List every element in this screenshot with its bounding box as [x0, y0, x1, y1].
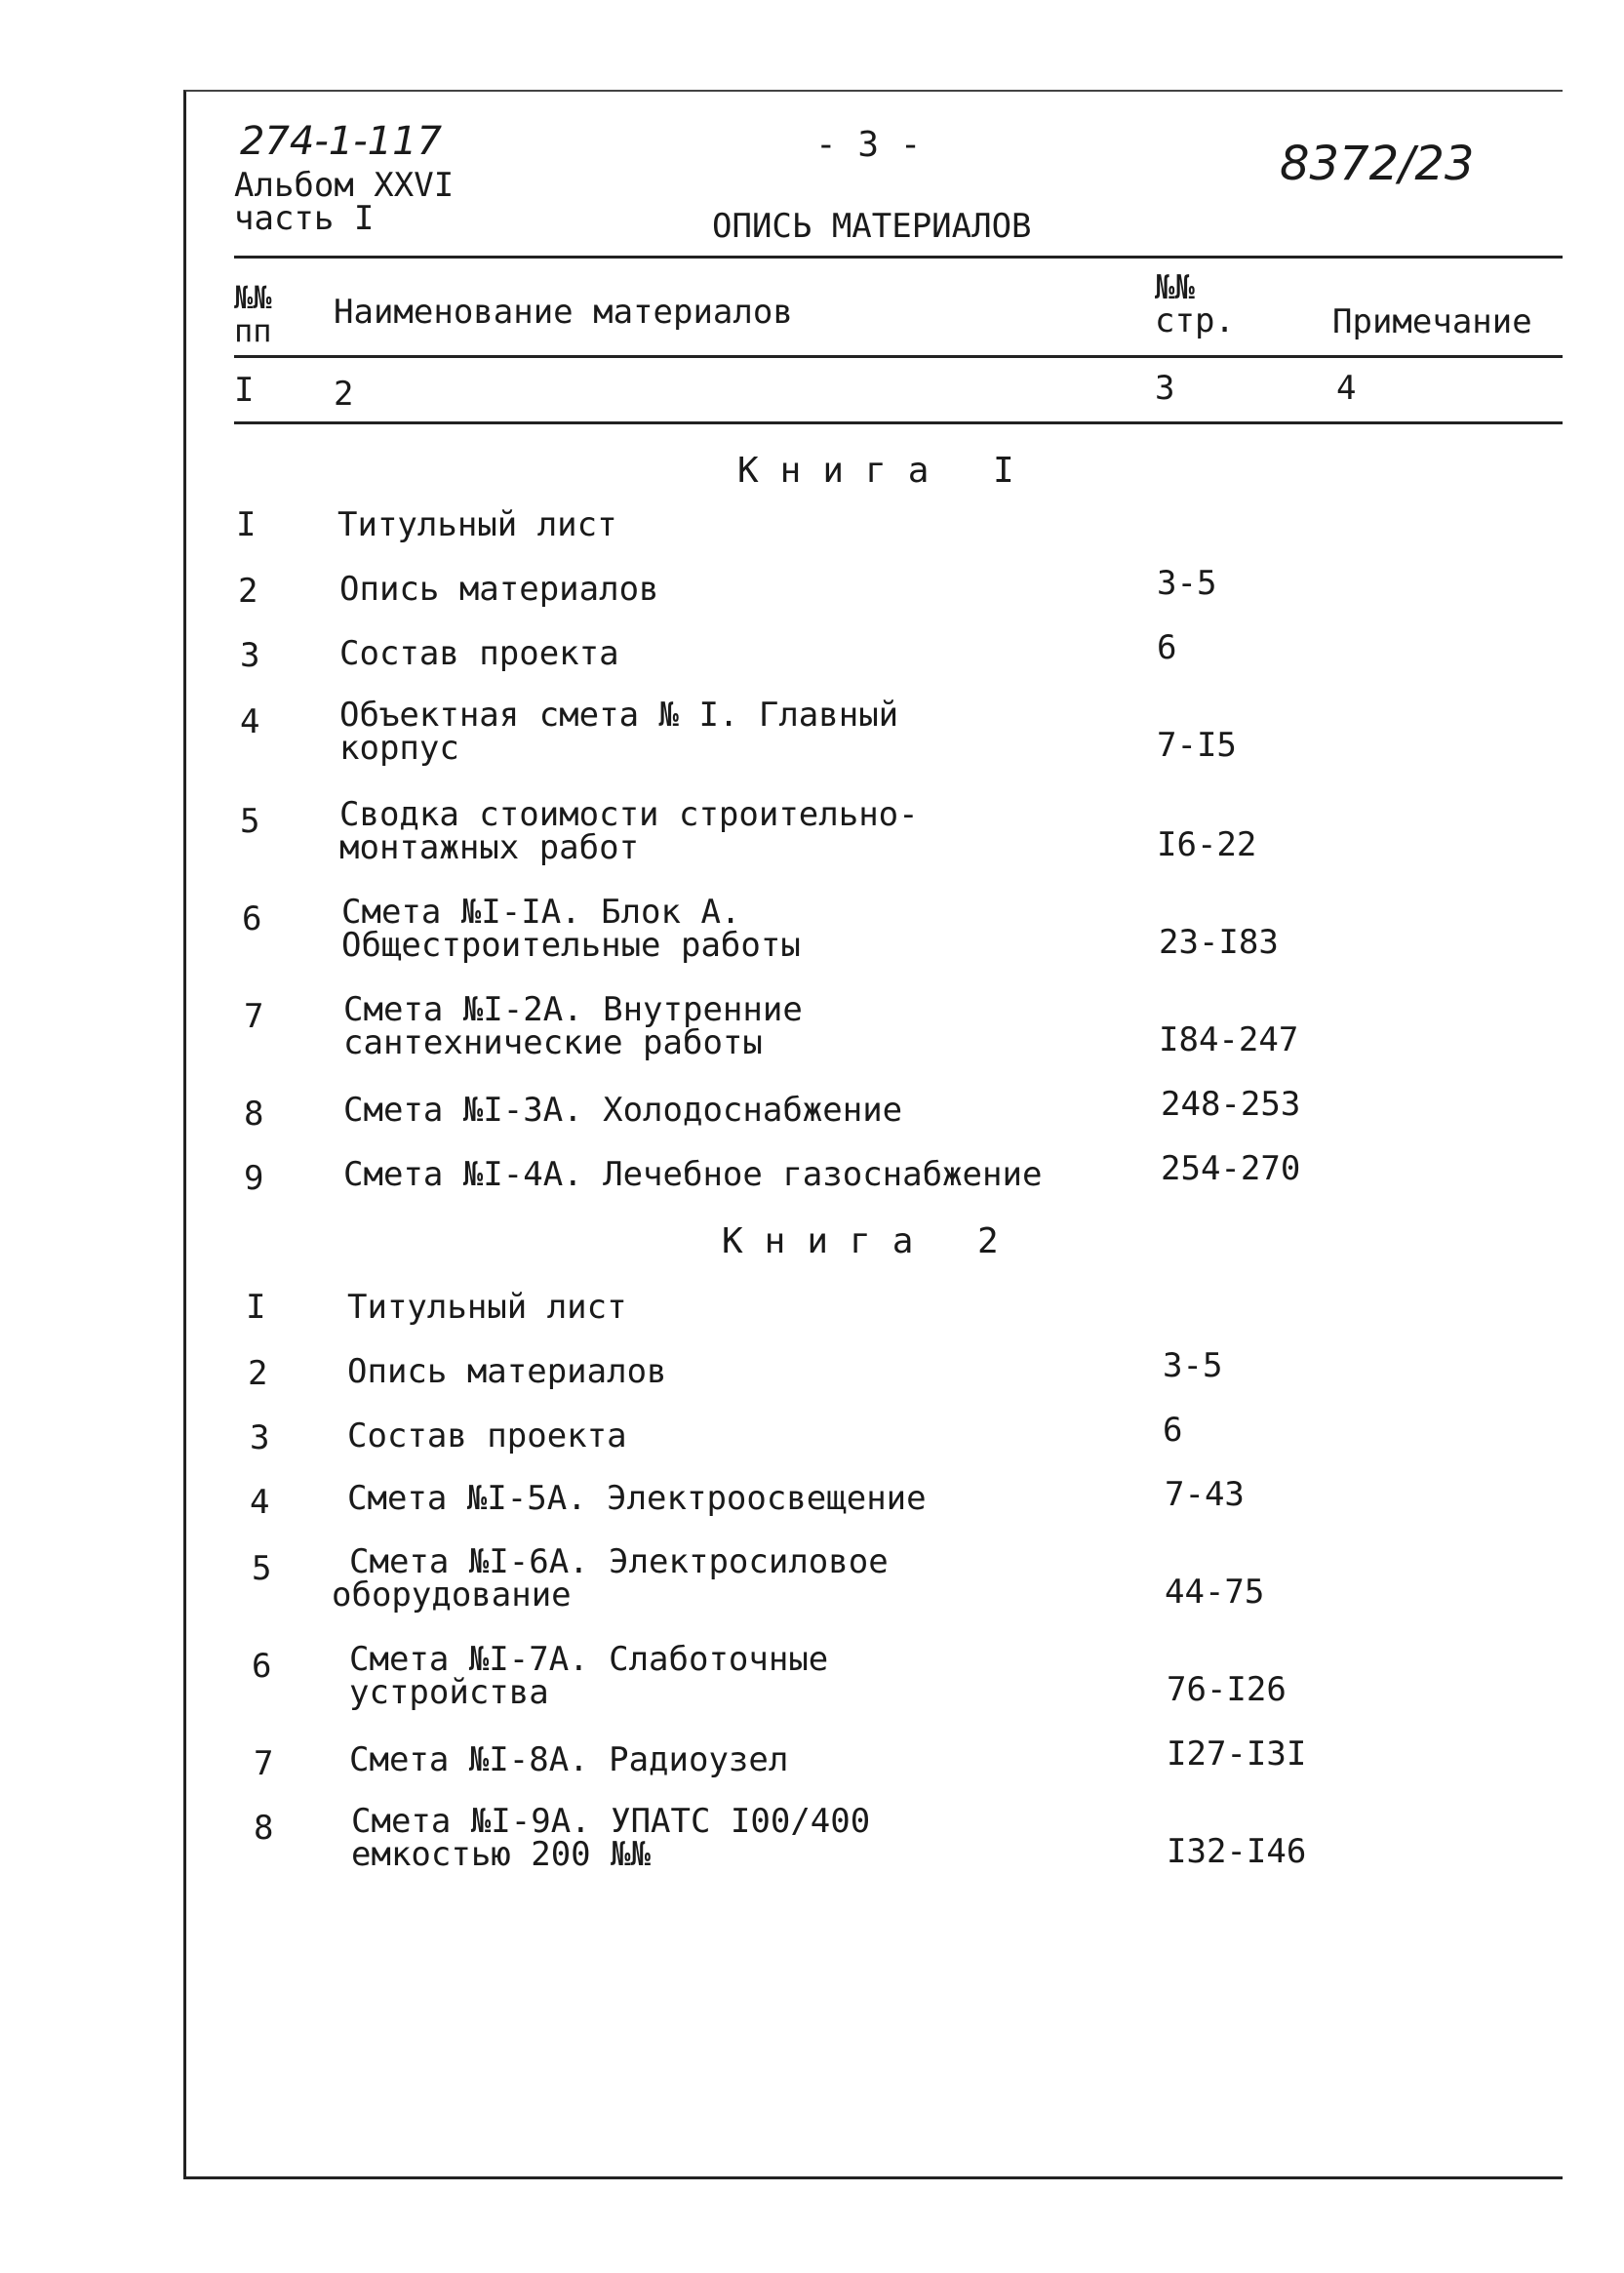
row-name-line: устройства: [349, 1673, 549, 1712]
column-header-note: Примечание: [1332, 302, 1532, 341]
row-number: 5: [252, 1549, 272, 1588]
row-name-line: Состав проекта: [347, 1416, 627, 1456]
row-number: 3: [250, 1418, 270, 1457]
row-pages: 7-43: [1165, 1475, 1245, 1514]
row-pages: 44-75: [1165, 1573, 1265, 1612]
page-number: - 3 -: [815, 125, 922, 165]
book-1-heading: Книга I: [737, 451, 1036, 491]
row-number: 5: [240, 802, 260, 841]
row-number: 8: [244, 1095, 264, 1134]
row-name-line: Смета №I-3А. Холодоснабжение: [343, 1091, 903, 1130]
row-number: I: [236, 505, 257, 544]
column-header-pages: №№ стр.: [1155, 268, 1235, 340]
row-number: 2: [238, 572, 258, 611]
row-number: 4: [240, 702, 260, 741]
row-number: 8: [254, 1809, 274, 1848]
column-number-1: I: [234, 371, 255, 410]
row-name-line: Смета №I-8А. Радиоузел: [349, 1740, 789, 1779]
row-pages: 76-I26: [1167, 1670, 1287, 1709]
row-name-line: оборудование: [332, 1575, 572, 1615]
column-header-number: №№ пп: [234, 279, 272, 349]
row-number: 4: [250, 1483, 270, 1522]
row-pages: 7-I5: [1157, 726, 1237, 765]
part-label: часть I: [234, 199, 375, 238]
row-name-line: Титульный лист: [337, 505, 617, 544]
column-number-3: 3: [1155, 369, 1175, 408]
table-top-rule: [234, 256, 1563, 259]
doc-number-handwritten: 274-1-117: [240, 119, 443, 164]
row-name-line: монтажных работ: [339, 828, 640, 867]
row-pages: I84-247: [1159, 1020, 1299, 1059]
stamp-number-handwritten: 8372/23: [1280, 137, 1475, 191]
row-number: 6: [242, 899, 262, 938]
row-pages: 248-253: [1161, 1085, 1301, 1124]
row-name-line: Титульный лист: [347, 1288, 627, 1327]
page-title: ОПИСЬ МАТЕРИАЛОВ: [712, 207, 1032, 246]
row-number: 2: [248, 1354, 268, 1393]
row-name-line: Смета №I-IА. Блок А.: [341, 893, 741, 932]
row-pages: I6-22: [1157, 825, 1257, 864]
row-pages: 23-I83: [1159, 923, 1279, 962]
row-pages: 3-5: [1157, 564, 1217, 603]
table-numbers-rule: [234, 421, 1563, 424]
column-number-2: 2: [334, 375, 354, 414]
book-2-heading: Книга 2: [722, 1221, 1020, 1261]
row-name-line: сантехнические работы: [343, 1023, 763, 1062]
album-label: Альбом XXVI: [234, 166, 455, 205]
row-number: 3: [240, 636, 260, 675]
row-pages: 254-270: [1161, 1149, 1301, 1188]
row-pages: 6: [1163, 1411, 1183, 1450]
row-name-line: Объектная смета № I. Главный: [339, 696, 899, 735]
row-number: 6: [252, 1647, 272, 1686]
row-name-line: Опись материалов: [347, 1352, 667, 1391]
row-pages: 3-5: [1163, 1346, 1223, 1385]
row-number: 7: [254, 1744, 274, 1783]
row-pages: I27-I3I: [1167, 1735, 1307, 1774]
row-name-line: Сводка стоимости строительно-: [339, 795, 919, 834]
column-number-4: 4: [1336, 369, 1357, 408]
row-number: I: [246, 1288, 266, 1327]
row-name-line: Смета №I-5А. Электроосвещение: [347, 1479, 927, 1518]
row-pages: I32-I46: [1167, 1832, 1307, 1871]
row-name-line: корпус: [339, 729, 459, 768]
row-name-line: Смета №I-2А. Внутренние: [343, 990, 803, 1029]
row-name-line: Опись материалов: [339, 570, 659, 609]
row-number: 9: [244, 1159, 264, 1198]
table-header-rule: [234, 355, 1563, 358]
row-name-line: Смета №I-7А. Слаботочные: [349, 1640, 829, 1679]
row-pages: 6: [1157, 628, 1177, 667]
row-name-line: Общестроительные работы: [341, 926, 801, 965]
column-header-name: Наименование материалов: [334, 293, 793, 332]
row-number: 7: [244, 997, 264, 1036]
row-name-line: Состав проекта: [339, 634, 619, 673]
row-name-line: Смета №I-6А. Электросиловое: [349, 1542, 889, 1581]
row-name-line: емкостью 200 №№: [351, 1835, 652, 1874]
row-name-line: Смета №I-9А. УПАТС I00/400: [351, 1802, 871, 1841]
row-name-line: Смета №I-4А. Лечебное газоснабжение: [343, 1155, 1043, 1194]
